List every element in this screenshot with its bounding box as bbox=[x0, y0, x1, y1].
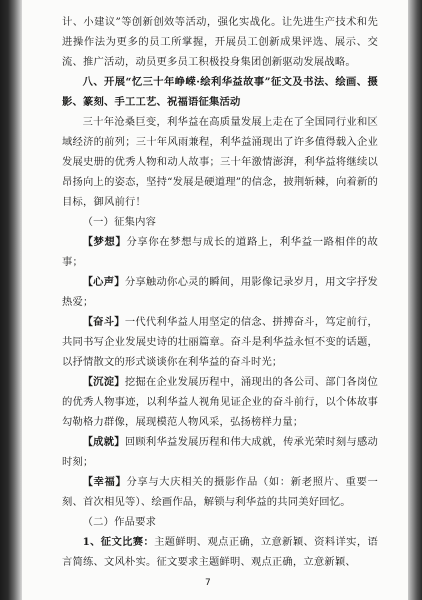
subheading-collection-content: （一）征集内容 bbox=[82, 216, 157, 228]
item-voice bbox=[62, 272, 378, 312]
item-happy-text: 分享与大庆相关的摄影作品（如：新老照片、重要一刻、首次相见等）、绘画作品，解锁与利华益的共同美好回忆。 bbox=[62, 476, 378, 508]
item-deposit bbox=[62, 372, 378, 432]
item-achieve bbox=[62, 432, 378, 472]
item-voice-text: 分享触动你心灵的瞬间，用影像记录岁月，用文字抒发热爱； bbox=[62, 276, 378, 308]
item-dream-tag: 【梦想】 bbox=[82, 236, 127, 248]
item-dream-text: 分享你在梦想与成长的道路上，利华益一路相伴的故事； bbox=[62, 236, 378, 268]
item-dream bbox=[62, 232, 378, 272]
item-struggle bbox=[62, 312, 378, 372]
subheading-work-requirements: （二）作品要求 bbox=[82, 516, 157, 528]
scan-shadow-left bbox=[0, 0, 22, 600]
item-happy-tag: 【幸福】 bbox=[82, 476, 127, 488]
item-voice-tag: 【心声】 bbox=[82, 276, 125, 288]
paragraph-innovation: 计、小建议”等创新创效等活动，强化实战化。让先进生产技术和先进操作法为更多的员工所掌握，开展员工创新成果评选、展示、交流、推广活动，动员更多员工积极投身集团创新驱动发展战略。 bbox=[62, 16, 378, 68]
paragraph-thirty-years: 三十年沧桑巨变，利华益在高质量发展上走在了全国同行业和区域经济的前列；三十年风雨兼程，利华益涌现出了许多值得载入企业发展史册的优秀人物和动人故事；三十年激情澎湃，利华益将继续以昂扬向上的姿态，坚持“发展是硬道理”的信念，披荆斩棘，向着新的目标，御风前行！ bbox=[62, 116, 378, 208]
essay-contest-body: 主题鲜明、观点正确，立意新颖、资料详实，语言简练、文风朴实。征文要求主题鲜明、观点正确，立意新颖、 bbox=[62, 536, 378, 568]
item-deposit-tag: 【沉淀】 bbox=[82, 376, 125, 388]
item-achieve-text: 回顾利华益发展历程和伟大成就，传承光荣时刻与感动时刻； bbox=[62, 436, 378, 468]
scan-shadow-right bbox=[408, 0, 422, 600]
item-achieve-tag: 【成就】 bbox=[82, 436, 125, 448]
item-deposit-text: 挖掘在企业发展历程中，涌现出的各公司、部门各岗位的优秀人物事迹，以利华益人视角见证企业的奋斗前行，以个体故事勾勒格力群像，展现模范人物风采，弘扬榜样力量； bbox=[62, 376, 378, 428]
item-happy bbox=[62, 472, 378, 512]
page-number: 7 bbox=[205, 578, 211, 588]
item-struggle-tag: 【奋斗】 bbox=[82, 316, 125, 328]
essay-contest-lead: 1、征文比赛： bbox=[82, 536, 155, 548]
item-struggle-text: 一代代利华益人用坚定的信念、拼搏奋斗，笃定前行，共同书写企业发展史诗的壮丽篇章。奋斗是利华益永恒不变的话题，以抒情散文的形式谈谈你在利华益的奋斗时光； bbox=[62, 316, 378, 368]
paragraph-essay-contest bbox=[62, 532, 378, 572]
section-heading-eight: 八、开展“忆三十年峥嵘·绘利华益故事”征文及书法、绘画、摄影、篆刻、手工工艺、祝福语征集活动 bbox=[62, 76, 378, 108]
